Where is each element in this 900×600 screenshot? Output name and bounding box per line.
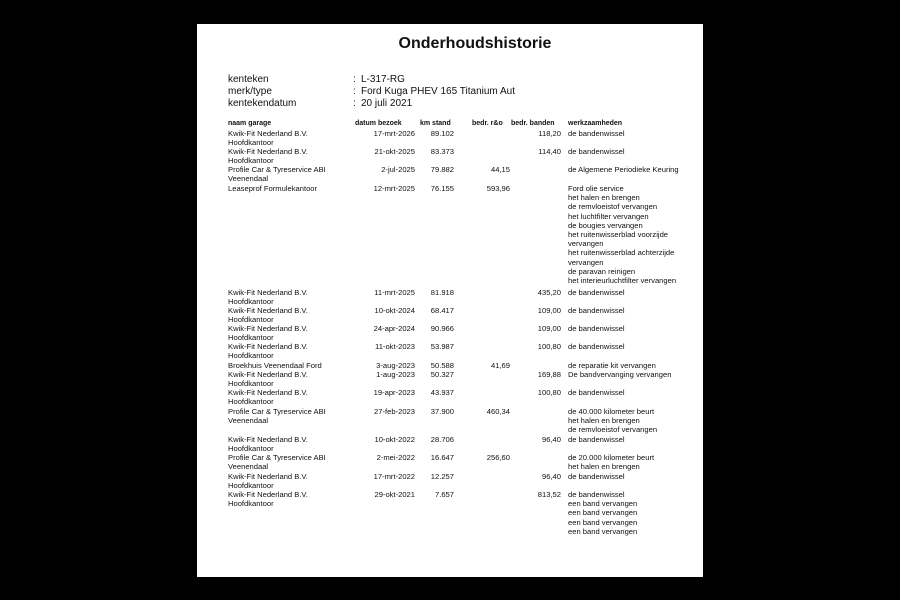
cell-date: 17-mrt-2022 [373, 472, 415, 481]
cell-banden: 96,40 [541, 472, 561, 481]
cell-banden: 435,20 [537, 288, 561, 297]
meta-label: merk/type [228, 86, 272, 97]
garage-line: Kwik-Fit Nederland B.V. [228, 388, 308, 397]
werk-line: de bandenwissel [568, 147, 625, 156]
cell-werkzaamheden [568, 490, 637, 536]
werk-line: de remvloeistof vervangen [568, 425, 658, 435]
cell-ro: 256,60 [486, 453, 510, 462]
cell-km: 7.657 [434, 490, 454, 499]
cell-banden: 109,00 [537, 324, 561, 333]
column-header-km: km stand [420, 120, 451, 127]
garage-line: Leaseprof Formulekantoor [228, 184, 318, 193]
meta-value: L-317-RG [361, 74, 405, 85]
cell-date: 27-feb-2023 [374, 407, 415, 416]
meta-row-kentekendatum [228, 98, 412, 110]
cell-date: 10-okt-2024 [374, 306, 415, 315]
garage-line: Kwik-Fit Nederland B.V. [228, 490, 308, 499]
garage-line: Kwik-Fit Nederland B.V. [228, 342, 308, 351]
werk-line: de bandenwissel [568, 324, 625, 333]
werk-line: het halen en brengen [568, 416, 640, 426]
cell-km: 53.987 [430, 342, 454, 351]
meta-row-merk-type [228, 86, 515, 98]
garage-line: Hoofdkantoor [228, 481, 274, 491]
cell-date: 29-okt-2021 [374, 490, 415, 499]
cell-km: 43.937 [430, 388, 454, 397]
cell-banden: 169,88 [537, 370, 561, 379]
werk-line: Ford olie service [568, 184, 624, 193]
column-header-date: datum bezoek [355, 120, 402, 127]
werk-line: de paravan reinigen [568, 266, 636, 276]
werk-line: het ruitenwisserblad voorzijde [568, 230, 669, 240]
cell-werkzaamheden [568, 407, 657, 435]
garage-line: Kwik-Fit Nederland B.V. [228, 370, 308, 379]
column-header-garage: naam garage [228, 120, 272, 127]
cell-km: 16.647 [430, 453, 454, 462]
cell-ro: 41,69 [490, 361, 510, 370]
cell-garage [228, 453, 326, 471]
cell-date: 17-mrt-2026 [373, 129, 415, 138]
cell-garage [228, 435, 308, 453]
garage-line: Veenendaal [228, 416, 269, 426]
werk-line: de bandenwissel [568, 435, 625, 444]
cell-garage [228, 147, 308, 165]
cell-garage [228, 490, 308, 508]
cell-garage [228, 129, 308, 147]
cell-date: 12-mrt-2025 [373, 184, 415, 193]
cell-km: 83.373 [430, 147, 454, 156]
cell-date: 2-mei-2022 [376, 453, 415, 462]
werk-line: de bandenwissel [568, 306, 625, 315]
cell-banden: 109,00 [537, 306, 561, 315]
cell-garage [228, 388, 308, 406]
cell-date: 1-aug-2023 [376, 370, 415, 379]
meta-separator: : [353, 74, 356, 85]
cell-km: 28.706 [430, 435, 454, 444]
garage-line: Kwik-Fit Nederland B.V. [228, 288, 308, 297]
garage-line: Kwik-Fit Nederland B.V. [228, 435, 308, 444]
werk-line: de bandenwissel [568, 288, 625, 297]
cell-km: 68.417 [430, 306, 454, 315]
cell-banden: 100,80 [537, 342, 561, 351]
cell-garage [228, 472, 308, 490]
cell-werkzaamheden [568, 342, 625, 351]
cell-date: 24-apr-2024 [373, 324, 415, 333]
cell-date: 19-apr-2023 [373, 388, 415, 397]
cell-werkzaamheden [568, 288, 625, 297]
garage-line: Hoofdkantoor [228, 379, 274, 389]
garage-line: Profile Car & Tyreservice ABI [228, 453, 326, 462]
cell-km: 79.882 [430, 165, 454, 174]
garage-line: Hoofdkantoor [228, 444, 274, 454]
werk-line: een band vervangen [568, 526, 638, 536]
meta-value: 20 juli 2021 [361, 98, 413, 109]
werk-line: de bandenwissel [568, 472, 625, 481]
werk-line: de bandenwissel [568, 490, 625, 499]
cell-date: 21-okt-2025 [374, 147, 415, 156]
column-header-ro: bedr. r&o [472, 120, 503, 127]
werk-line: een band vervangen [568, 499, 638, 509]
werk-line: de 40.000 kilometer beurt [568, 407, 655, 416]
garage-line: Hoofdkantoor [228, 351, 274, 361]
werk-line: een band vervangen [568, 508, 638, 518]
cell-km: 50.327 [430, 370, 454, 379]
garage-line: Profile Car & Tyreservice ABI [228, 165, 326, 174]
cell-garage [228, 361, 322, 370]
garage-line: Broekhuis Veenendaal Ford [228, 361, 322, 370]
cell-banden: 100,80 [537, 388, 561, 397]
cell-km: 81.918 [430, 288, 454, 297]
meta-label: kenteken [228, 74, 269, 85]
cell-werkzaamheden [568, 453, 654, 471]
werk-line: een band vervangen [568, 517, 638, 527]
cell-ro: 460,34 [486, 407, 510, 416]
cell-date: 2-jul-2025 [381, 165, 415, 174]
garage-line: Hoofdkantoor [228, 499, 274, 509]
garage-line: Veenendaal [228, 462, 269, 472]
column-header-werk: werkzaamheden [568, 120, 623, 127]
document-page [197, 24, 703, 577]
garage-line: Veenendaal [228, 174, 269, 184]
meta-separator: : [353, 98, 356, 109]
cell-km: 37.900 [430, 407, 454, 416]
werk-line: vervangen [568, 257, 604, 267]
werk-line: de bandenwissel [568, 388, 625, 397]
werk-line: de remvloeistof vervangen [568, 202, 658, 212]
garage-line: Hoofdkantoor [228, 297, 274, 307]
cell-ro: 593,96 [486, 184, 510, 193]
garage-line: Kwik-Fit Nederland B.V. [228, 472, 308, 481]
cell-banden: 118,20 [538, 129, 561, 138]
cell-date: 10-okt-2022 [374, 435, 415, 444]
werk-line: de bougies vervangen [568, 220, 643, 230]
cell-garage [228, 407, 326, 425]
garage-line: Profile Car & Tyreservice ABI [228, 407, 326, 416]
werk-line: het luchtfilter vervangen [568, 211, 649, 221]
garage-line: Kwik-Fit Nederland B.V. [228, 306, 308, 315]
cell-garage [228, 342, 308, 360]
garage-line: Kwik-Fit Nederland B.V. [228, 147, 308, 156]
cell-km: 90.966 [430, 324, 454, 333]
cell-garage [228, 288, 308, 306]
cell-ro: 44,15 [490, 165, 510, 174]
werk-line: vervangen [568, 239, 604, 249]
werk-line: de bandenwissel [568, 342, 625, 351]
cell-werkzaamheden [568, 306, 625, 315]
cell-km: 89.102 [430, 129, 454, 138]
cell-garage [228, 324, 308, 342]
meta-value: Ford Kuga PHEV 165 Titanium Aut [361, 86, 515, 97]
cell-date: 11-mrt-2025 [374, 288, 415, 297]
cell-werkzaamheden [568, 147, 625, 156]
cell-werkzaamheden [568, 361, 656, 370]
werk-line: het halen en brengen [568, 193, 640, 203]
garage-line: Hoofdkantoor [228, 397, 274, 407]
garage-line: Hoofdkantoor [228, 138, 274, 148]
cell-werkzaamheden [568, 370, 671, 379]
werk-line: het interieurluchtfilter vervangen [568, 276, 677, 286]
cell-garage [228, 306, 308, 324]
cell-werkzaamheden [568, 388, 625, 397]
meta-separator: : [353, 86, 356, 97]
cell-banden: 813,52 [537, 490, 561, 499]
garage-line: Hoofdkantoor [228, 333, 274, 343]
garage-line: Hoofdkantoor [228, 315, 274, 325]
cell-garage [228, 165, 326, 183]
garage-line: Kwik-Fit Nederland B.V. [228, 324, 308, 333]
cell-werkzaamheden [568, 324, 625, 333]
werk-line: de reparatie kit vervangen [568, 361, 656, 370]
garage-line: Kwik-Fit Nederland B.V. [228, 129, 308, 138]
cell-garage [228, 184, 317, 193]
werk-line: de 20.000 kilometer beurt [568, 453, 655, 462]
page-title: Onderhoudshistorie [398, 35, 552, 52]
cell-werkzaamheden [568, 129, 625, 138]
meta-row-kenteken [228, 74, 405, 86]
column-header-banden: bedr. banden [511, 120, 555, 127]
cell-date: 3-aug-2023 [376, 361, 415, 370]
cell-garage [228, 370, 308, 388]
cell-km: 76.155 [430, 184, 454, 193]
werk-line: de bandenwissel [568, 129, 625, 138]
cell-werkzaamheden [568, 435, 625, 444]
cell-banden: 96,40 [541, 435, 561, 444]
cell-werkzaamheden [568, 165, 679, 174]
werk-line: de Algemene Periodieke Keuring [568, 165, 679, 174]
meta-label: kentekendatum [228, 98, 297, 109]
werk-line: De bandvervanging vervangen [568, 370, 672, 379]
cell-werkzaamheden [568, 184, 676, 285]
cell-date: 11-okt-2023 [375, 342, 415, 351]
garage-line: Hoofdkantoor [228, 156, 274, 166]
cell-km: 50.588 [430, 361, 454, 370]
cell-km: 12.257 [430, 472, 454, 481]
werk-line: het halen en brengen [568, 462, 640, 472]
cell-werkzaamheden [568, 472, 625, 481]
werk-line: het ruitenwisserblad achterzijde [568, 248, 675, 258]
cell-banden: 114,40 [538, 147, 561, 156]
